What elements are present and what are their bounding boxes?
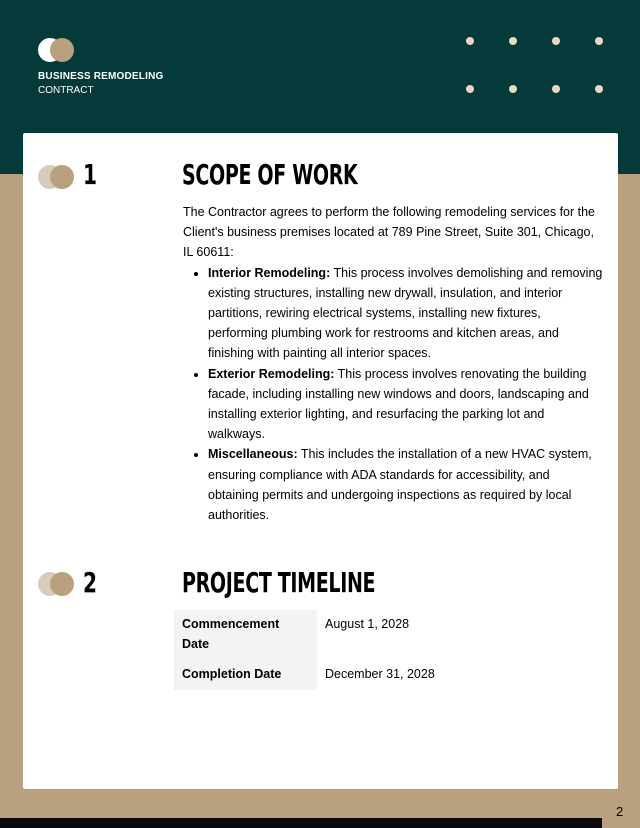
section-title: SCOPE OF WORK [182, 158, 358, 191]
logo-icon [38, 38, 78, 62]
list-item-label: Exterior Remodeling: [208, 366, 335, 381]
table-row [174, 610, 593, 660]
decorative-dot-icon [595, 85, 603, 93]
table-key: Completion Date [174, 660, 317, 690]
section-number: 2 [83, 566, 98, 599]
footer-bar [0, 818, 602, 828]
decorative-dot-icon [552, 85, 560, 93]
list-item-text: This process involves renovating the building facade, including installing new windows and doors, landscaping and installing exterior lighting, and resurfacing the parking lot and walkways. [208, 366, 589, 442]
decorative-dot-icon [509, 85, 517, 93]
page-number: 2 [616, 804, 624, 819]
brand-title: BUSINESS REMODELING [38, 71, 164, 82]
list-item-text: This process involves demolishing and removing existing structures, installing new drywall, insulation, and interior partitions, rewiring electrical systems, installing new fixtures, performing plumbing work for restrooms and kitchen areas, and finishing with painting all interior spaces. [208, 265, 603, 361]
list-item [208, 364, 603, 445]
decorative-dot-icon [509, 37, 517, 45]
list-item [208, 444, 603, 525]
section-number: 1 [83, 158, 98, 191]
table-key: Commencement Date [174, 610, 317, 660]
scope-list [183, 263, 603, 526]
section-title: PROJECT TIMELINE [182, 566, 376, 599]
section-bullet-icon [38, 572, 78, 596]
decorative-dot-icon [466, 37, 474, 45]
scope-of-work-body [183, 202, 603, 525]
table-value: August 1, 2028 [325, 617, 410, 631]
list-item [208, 263, 603, 364]
scope-intro: The Contractor agrees to perform the following remodeling services for the Client's business premises located at 789 Pine Street, Suite 301, Chicago, IL 60611: [183, 205, 595, 260]
table-row [174, 660, 593, 690]
section-bullet-icon [38, 165, 78, 189]
list-item-label: Interior Remodeling: [208, 265, 331, 280]
brand-subtitle: CONTRACT [38, 85, 94, 96]
decorative-dot-icon [595, 37, 603, 45]
timeline-table [174, 610, 593, 690]
decorative-dot-icon [466, 85, 474, 93]
table-value: December 31, 2028 [325, 667, 435, 681]
list-item-text: This includes the installation of a new HVAC system, ensuring compliance with ADA standards for accessibility, and obtaining permits and undergoing inspections as required by local authorities. [208, 447, 592, 523]
decorative-dot-icon [552, 37, 560, 45]
list-item-label: Miscellaneous: [208, 447, 298, 462]
